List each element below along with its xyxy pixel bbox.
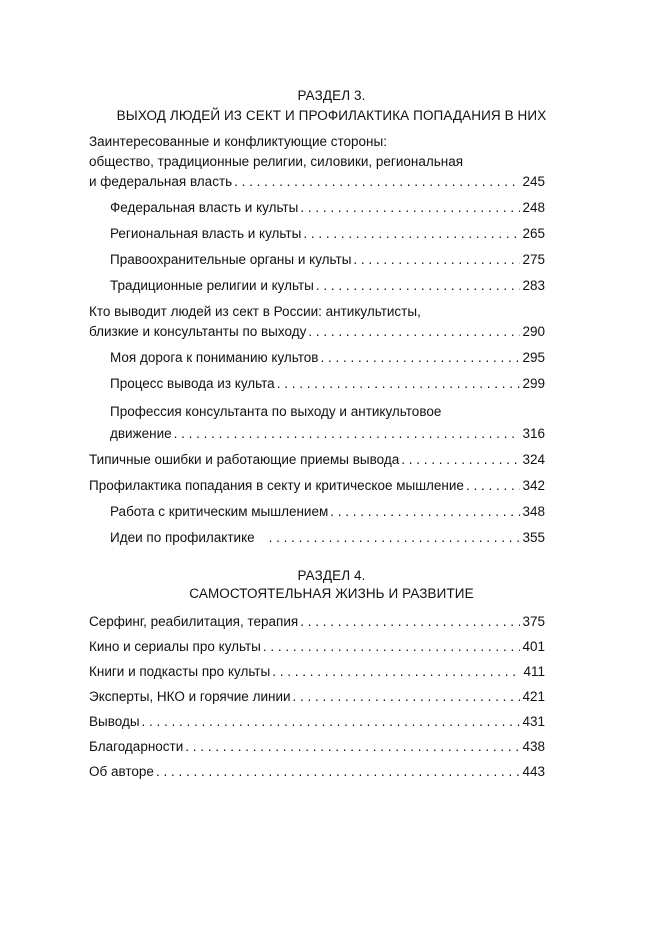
leader-dots [320, 348, 520, 368]
toc-entry-title: Идеи по профилактике [110, 530, 255, 545]
toc-page-number: 355 [522, 530, 545, 545]
toc-page-number: 316 [522, 426, 545, 441]
toc-entry-title: движение [110, 426, 172, 441]
leader-dots [269, 528, 521, 548]
toc-page-number: 431 [522, 714, 545, 729]
toc-entry[interactable] [89, 637, 545, 657]
toc-entry[interactable] [110, 528, 545, 548]
toc-entry[interactable] [89, 737, 545, 757]
toc-entry-line: общество, традиционные религии, силовики, региональная [89, 154, 464, 169]
leader-dots [401, 450, 520, 470]
toc-page-number: 411 [523, 664, 545, 679]
toc-entry[interactable] [89, 612, 545, 632]
toc-entry-title: Книги и подкасты про культы [89, 664, 271, 679]
toc-page-number: 295 [522, 350, 545, 365]
section-4-title: САМОСТОЯТЕЛЬНАЯ ЖИЗНЬ И РАЗВИТИЕ [189, 586, 474, 601]
leader-dots [263, 637, 521, 657]
toc-page-number: 443 [522, 764, 545, 779]
toc-page-number: 248 [522, 200, 545, 215]
toc-entry-line: Заинтересованные и конфликтующие стороны: [89, 134, 387, 149]
toc-entry-title: Работа с критическим мышлением [110, 504, 329, 519]
toc-page-number: 421 [522, 689, 545, 704]
toc-entry-title: Федеральная власть и культы [110, 200, 299, 215]
section-4-heading: РАЗДЕЛ 4. [297, 568, 366, 583]
toc-entry-title: Выводы [89, 714, 140, 729]
toc-page-number: 375 [522, 614, 545, 629]
toc-entry[interactable] [110, 348, 545, 368]
leader-dots [272, 662, 521, 682]
toc-entry-title: Профилактика попадания в секту и критическое мышление [89, 478, 464, 493]
toc-entry[interactable] [89, 762, 545, 782]
toc-page-number: 438 [522, 739, 545, 754]
leader-dots [142, 712, 521, 732]
leader-dots [234, 172, 520, 192]
toc-entry-title: Серфинг, реабилитация, терапия [89, 614, 299, 629]
toc-entry[interactable] [89, 450, 545, 470]
toc-entry-title: и федеральная власть [89, 174, 233, 189]
toc-entry[interactable] [89, 687, 545, 707]
toc-entry[interactable] [110, 276, 545, 296]
leader-dots [308, 322, 520, 342]
leader-dots [330, 502, 520, 522]
toc-entry-title: Региональная власть и культы [110, 226, 302, 241]
toc-entry-title: Об авторе [89, 764, 154, 779]
leader-dots [300, 198, 520, 218]
toc-entry-title: Типичные ошибки и работающие приемы вывода [89, 452, 400, 467]
toc-entry-title: близкие и консультанты по выходу [89, 324, 307, 339]
leader-dots [174, 424, 521, 444]
toc-page-number: 401 [522, 639, 545, 654]
toc-entry-title: Кино и сериалы про культы [89, 639, 261, 654]
toc-page-number: 342 [522, 478, 545, 493]
toc-page-number: 324 [522, 452, 545, 467]
toc-entry-title: Правоохранительные органы и культы [110, 252, 352, 267]
toc-entry[interactable] [110, 250, 545, 270]
leader-dots [466, 476, 521, 496]
toc-entry-title: Эксперты, НКО и горячие линии [89, 689, 291, 704]
leader-dots [353, 250, 520, 270]
toc-entry[interactable] [110, 224, 545, 244]
toc-entry[interactable] [89, 662, 545, 682]
toc-entry-title: Благодарности [89, 739, 184, 754]
toc-entry-title: Традиционные религии и культы [110, 278, 314, 293]
toc-entry-title: Моя дорога к пониманию культов [110, 350, 319, 365]
leader-dots [300, 612, 520, 632]
toc-entry[interactable] [110, 198, 545, 218]
toc-page-number: 299 [522, 376, 545, 391]
toc-entry[interactable] [110, 374, 545, 394]
toc-page-number: 275 [522, 252, 545, 267]
toc-page-number: 265 [522, 226, 545, 241]
leader-dots [316, 276, 521, 296]
leader-dots [277, 374, 521, 394]
toc-entry[interactable] [110, 424, 545, 444]
toc-entry-line: Профессия консультанта по выходу и антикультовое [110, 404, 442, 419]
toc-entry-line: Кто выводит людей из сект в России: антикультисты, [89, 304, 421, 319]
section-3-heading: РАЗДЕЛ 3. [297, 88, 366, 103]
toc-page-number: 290 [522, 324, 545, 339]
toc-entry-title: Процесс вывода из культа [110, 376, 275, 391]
toc-entry[interactable] [89, 476, 545, 496]
leader-dots [156, 762, 521, 782]
toc-page-number: 283 [522, 278, 545, 293]
toc-entry[interactable] [89, 172, 545, 192]
leader-dots [293, 687, 521, 707]
toc-page-number: 348 [522, 504, 545, 519]
leader-dots [185, 737, 520, 757]
leader-dots [303, 224, 520, 244]
toc-entry[interactable] [89, 712, 545, 732]
toc-entry[interactable] [89, 322, 545, 342]
toc-page-number: 245 [522, 174, 545, 189]
section-3-title: ВЫХОД ЛЮДЕЙ ИЗ СЕКТ И ПРОФИЛАКТИКА ПОПАДАНИЯ В НИХ [116, 108, 547, 123]
toc-entry[interactable] [110, 502, 545, 522]
